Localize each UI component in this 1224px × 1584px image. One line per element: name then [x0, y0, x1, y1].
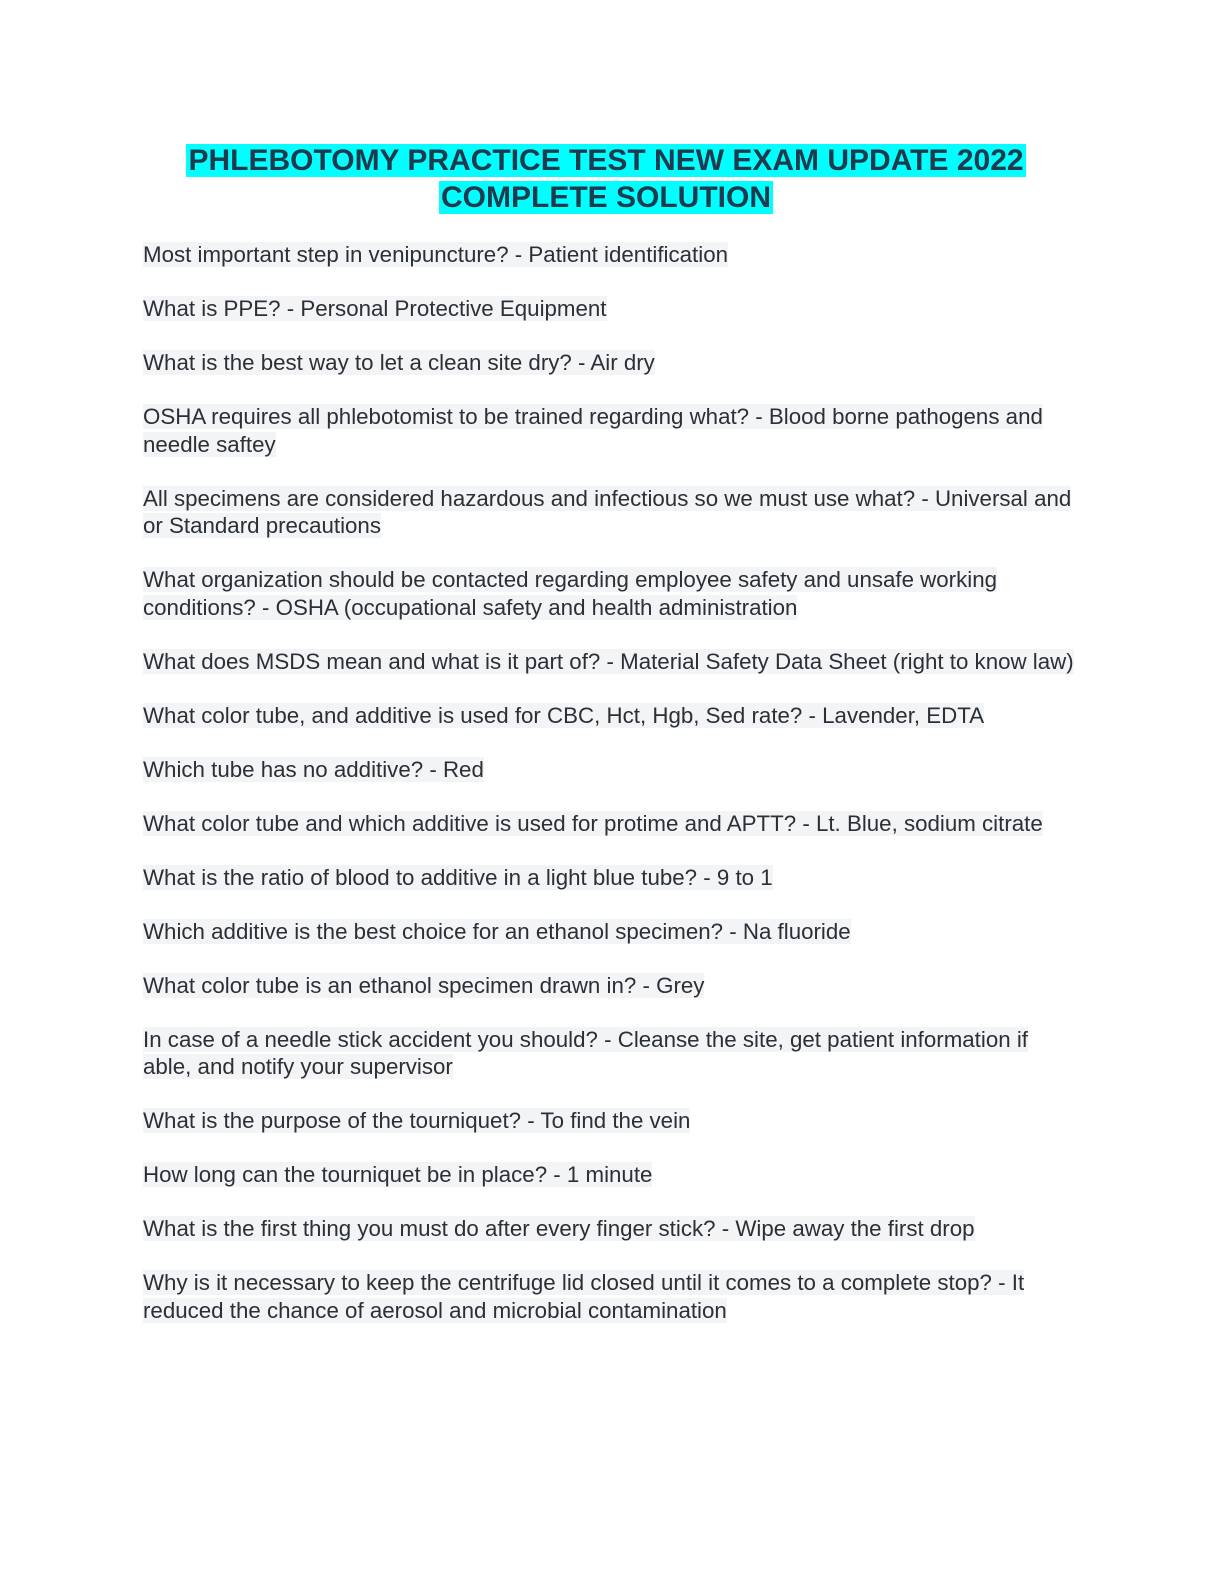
qa-item — [143, 972, 1075, 1000]
qa-item — [143, 918, 1075, 946]
qa-item — [143, 648, 1075, 676]
qa-item — [143, 1161, 1075, 1189]
qa-item — [143, 1026, 1075, 1081]
qa-text: What is the ratio of blood to additive in a light blue tube? - 9 to 1 — [143, 864, 773, 890]
qa-text: What is the purpose of the tourniquet? - To find the vein — [143, 1108, 691, 1133]
document-title — [143, 142, 1069, 216]
qa-item — [143, 702, 1075, 730]
qa-text: Most important step in venipuncture? - Patient identification — [143, 242, 728, 267]
qa-item — [143, 810, 1075, 838]
qa-item — [143, 1215, 1075, 1243]
qa-item — [143, 1269, 1075, 1324]
qa-text: What is the first thing you must do after every finger stick? - Wipe away the first drop — [143, 1216, 975, 1241]
qa-text: Which tube has no additive? - Red — [143, 756, 484, 782]
qa-text: In case of a needle stick accident you should? - Cleanse the site, get patient information if able, and notify your supervisor — [143, 1026, 1028, 1079]
qa-text: What color tube, and additive is used for CBC, Hct, Hgb, Sed rate? - Lavender, EDTA — [143, 702, 985, 728]
qa-text: What does MSDS mean and what is it part of? - Material Safety Data Sheet (right to know law) — [143, 648, 1074, 674]
qa-item — [143, 566, 1075, 621]
qa-text: What organization should be contacted regarding employee safety and unsafe working conditions? - OSHA (occupational safety and health administration — [143, 567, 998, 620]
qa-text: How long can the tourniquet be in place? - 1 minute — [143, 1162, 653, 1187]
qa-text: What is PPE? - Personal Protective Equipment — [143, 296, 607, 321]
qa-item — [143, 295, 1075, 323]
qa-item — [143, 241, 1075, 269]
title-line-1: PHLEBOTOMY PRACTICE TEST NEW EXAM UPDATE 2022 — [188, 144, 1024, 177]
qa-item — [143, 485, 1075, 540]
qa-text: What is the best way to let a clean site dry? - Air dry — [143, 350, 655, 375]
qa-item — [143, 403, 1075, 458]
qa-item — [143, 349, 1075, 377]
qa-text: Which additive is the best choice for an ethanol specimen? - Na fluoride — [143, 918, 851, 944]
qa-item — [143, 1107, 1075, 1135]
qa-text: OSHA requires all phlebotomist to be trained regarding what? - Blood borne pathogens and needle saftey — [143, 404, 1043, 457]
qa-text: What color tube and which additive is used for protime and APTT? - Lt. Blue, sodium citrate — [143, 810, 1043, 836]
title-line-2: COMPLETE SOLUTION — [441, 181, 771, 214]
qa-list — [143, 241, 1075, 1351]
qa-text: What color tube is an ethanol specimen drawn in? - Grey — [143, 972, 705, 998]
qa-text: All specimens are considered hazardous and infectious so we must use what? - Universal and or Standard precautions — [143, 485, 1072, 538]
qa-item — [143, 756, 1075, 784]
qa-text: Why is it necessary to keep the centrifuge lid closed until it comes to a complete stop? - It reduced the chance of aerosol and microbial contamination — [143, 1270, 1025, 1323]
qa-item — [143, 864, 1075, 892]
